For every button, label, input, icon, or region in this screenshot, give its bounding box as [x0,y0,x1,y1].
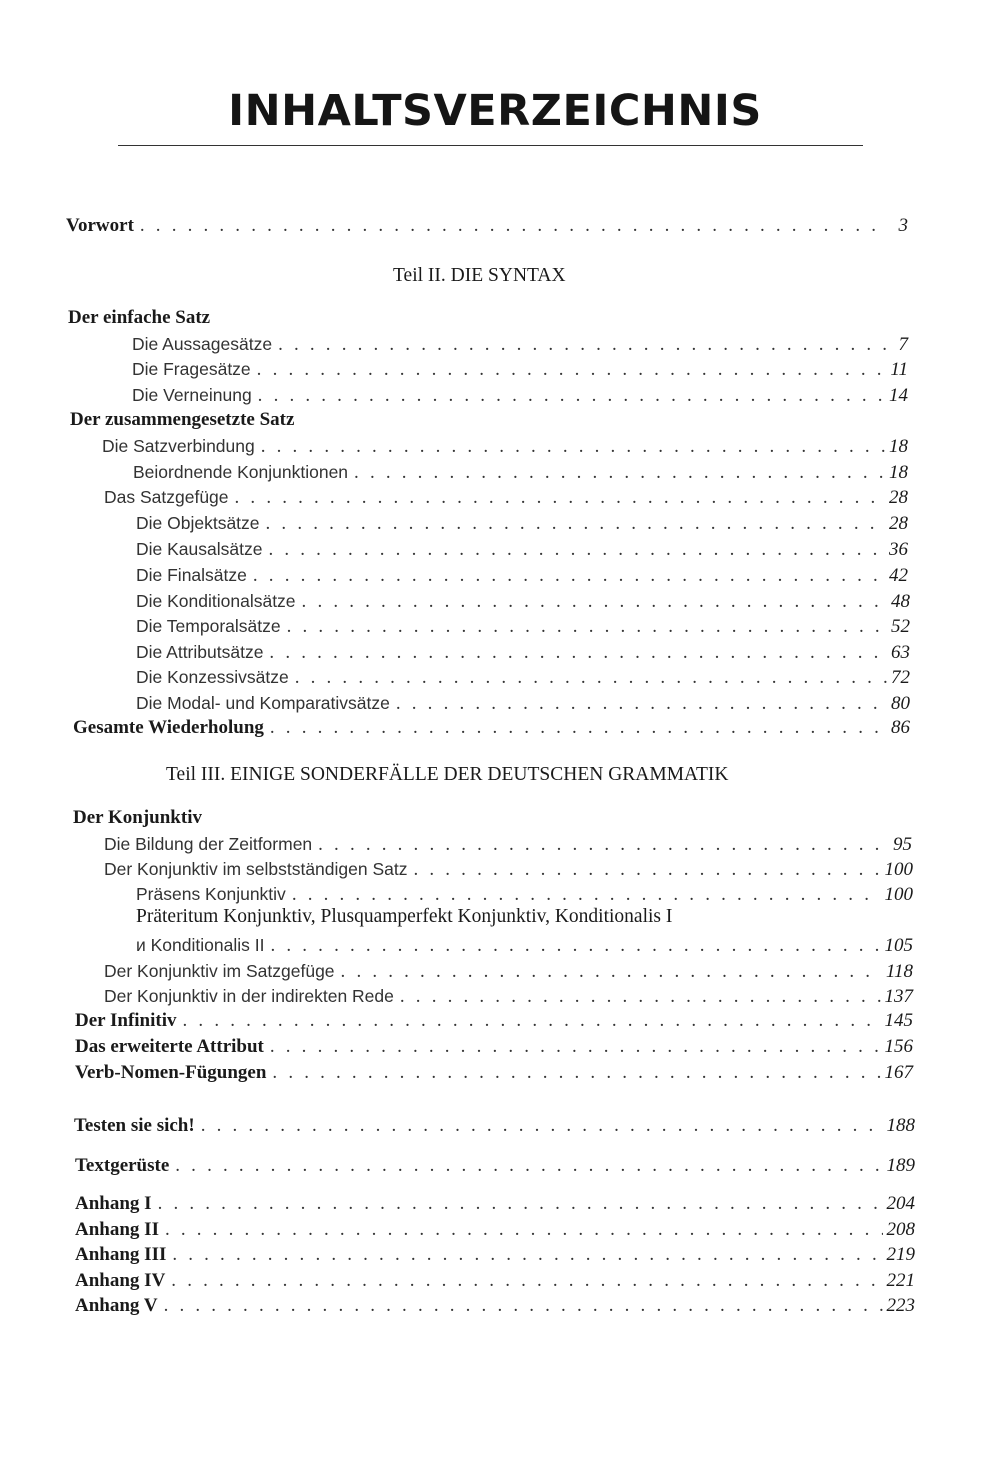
toc-entry-label: Die Konditionalsätze [136,591,296,611]
dot-leader [272,1061,880,1085]
toc-page-number: 63 [891,642,910,663]
toc-page-number: 208 [886,1219,915,1240]
section-heading: Der zusammengesetzte Satz [70,409,295,430]
toc-entry-label: Die Kausalsätze [136,539,263,559]
toc-entry-label: Die Aussagesätze [132,334,273,354]
dot-leader [235,486,885,510]
toc-entry-label: Anhang II [75,1219,159,1240]
part-heading: Teil III. EINIGE SONDERFÄLLE DER DEUTSCHEN GRAMMATIK [166,764,729,785]
toc-page-number: 156 [884,1036,913,1057]
toc-entry [75,1269,915,1293]
dot-leader [302,590,887,614]
toc-entry [104,984,913,1009]
toc-entry [136,933,913,958]
toc-entry-label: Textgerüste [75,1155,170,1176]
dot-leader [287,615,887,639]
toc-entry-label: Der Konjunktiv in der indirekten Rede [104,986,394,1006]
toc-entry-label: Testen sie sich! [74,1115,195,1136]
toc-entry [136,640,910,665]
toc-entry [136,563,908,588]
toc-page-number: 95 [893,834,912,855]
toc-entry-label: Die Temporalsätze [136,616,281,636]
dot-leader [164,1294,883,1318]
toc-entry-label: Anhang I [75,1193,152,1214]
dot-leader [258,384,885,408]
dot-leader [261,435,885,459]
toc-entry-label: Die Bildung der Zeitformen [104,834,313,854]
toc-entry [136,614,910,639]
toc-page-number: 100 [884,859,913,880]
toc-entry-label: Das erweiterte Attribut [75,1036,264,1057]
toc-page-number: 28 [889,487,908,508]
dot-leader [270,716,887,740]
dot-leader [266,512,885,536]
page-title: INHALTSVERZEICHNIS [228,86,762,136]
dot-leader [172,1243,882,1267]
toc-page-number: 100 [884,884,913,905]
toc-entry [136,511,908,536]
toc-page-number: 189 [886,1155,915,1176]
dot-leader [268,538,885,562]
section-heading: Der einfache Satz [68,307,211,328]
dot-leader [354,461,885,485]
toc-page-number: 18 [889,462,908,483]
toc-entry [104,485,908,510]
toc-entry [132,357,908,382]
toc-page-number: 72 [891,667,910,688]
dot-leader [201,1114,883,1138]
toc-entry [136,589,910,614]
dot-leader [278,333,888,357]
toc-entry [75,1294,915,1318]
toc-entry-label: Der Konjunktiv im Satzgefüge [104,961,335,981]
toc-page-number: 28 [889,513,908,534]
toc-page-number: 86 [891,717,910,738]
dot-leader [270,934,880,958]
toc-entry [66,214,908,238]
toc-entry [75,1061,913,1085]
toc-page-number: 42 [889,565,908,586]
toc-entry [74,1114,915,1138]
toc-page-number: 80 [891,693,910,714]
toc-entry-label: Der Infinitiv [75,1010,177,1031]
toc-entry-label: Verb-Nomen-Fügungen [75,1062,267,1083]
toc-page-number: 48 [891,591,910,612]
toc-page-number: 105 [884,935,913,956]
dot-leader [165,1218,883,1242]
dot-leader [400,985,881,1009]
toc-page-number: 14 [889,385,908,406]
toc-entry-label: Die Fragesätze [132,359,251,379]
toc-page-number: 52 [891,616,910,637]
toc-page-number: 18 [889,436,908,457]
toc-entry-label: Die Objektsätze [136,513,260,533]
toc-entry-label: Die Konzessivsätze [136,667,289,687]
toc-entry [75,1009,913,1033]
toc-entry [73,716,910,740]
toc-page-number: 167 [884,1062,913,1083]
toc-entry-label: Anhang V [75,1295,158,1316]
toc-entry [132,383,908,408]
toc-entry [136,691,910,716]
toc-entry [133,460,908,485]
toc-page-number: 118 [885,961,913,982]
dot-leader [158,1192,883,1216]
toc-page-number: 137 [884,986,913,1007]
toc-entry [75,1192,915,1216]
toc-entry [132,332,908,357]
dot-leader [183,1009,881,1033]
toc-page-number: 219 [886,1244,915,1265]
toc-entry-label: Der Konjunktiv im selbstständigen Satz [104,859,408,879]
toc-entry-label: Gesamte Wiederholung [73,717,264,738]
section-heading: Der Konjunktiv [73,807,202,828]
toc-entry [104,857,913,882]
toc-entry-label: Die Satzverbindung [102,436,255,456]
toc-entry-label: Die Modal- und Komparativsätze [136,693,390,713]
toc-entry [75,1243,915,1267]
dot-leader [292,883,881,907]
toc-entry-label: Beiordnende Konjunktionen [133,462,349,482]
toc-entry [104,832,912,857]
dot-leader [140,214,888,238]
toc-entry [75,1035,913,1059]
toc-page-number: 204 [886,1193,915,1214]
dot-leader [175,1154,882,1178]
dot-leader [257,358,887,382]
dot-leader [295,666,887,690]
part-heading: Teil II. DIE SYNTAX [393,265,566,286]
toc-entry-label: Die Verneinung [132,385,252,405]
dot-leader [413,858,880,882]
dot-leader [253,564,885,588]
toc-entry [104,959,913,984]
toc-entry [136,882,913,907]
toc-page-number: 223 [886,1295,915,1316]
dot-leader [341,960,882,984]
toc-entry-label: Anhang IV [75,1270,166,1291]
toc-entry [75,1218,915,1242]
dot-leader [318,833,889,857]
dot-leader [269,641,887,665]
toc-page-number: 221 [886,1270,915,1291]
toc-page-number: 7 [898,334,908,355]
toc-page-number: 36 [889,539,908,560]
toc-entry-label: Die Attributsätze [136,642,264,662]
dot-leader [270,1035,881,1059]
toc-entry [75,1154,915,1178]
toc-entry-label: Präsens Konjunktiv [136,884,286,904]
toc-entry [136,537,908,562]
toc-page-number: 145 [884,1010,913,1031]
toc-entry-label: Die Finalsätze [136,565,247,585]
toc-entry-label: Anhang III [75,1244,167,1265]
toc-page-number: 3 [898,215,908,236]
toc-entry-label: и Konditionalis II [136,935,265,955]
toc-entry [102,434,908,459]
toc-page-number: 188 [886,1115,915,1136]
toc-entry-label: Vorwort [66,215,134,236]
toc-entry [136,665,910,690]
dot-leader [396,692,887,716]
toc-continued-line: Präteritum Konjunktiv, Plusquamperfekt Konjunktiv, Konditionalis I [136,906,673,927]
toc-entry-label: Das Satzgefüge [104,487,229,507]
dot-leader [171,1269,882,1293]
toc-page-number: 11 [890,359,908,380]
